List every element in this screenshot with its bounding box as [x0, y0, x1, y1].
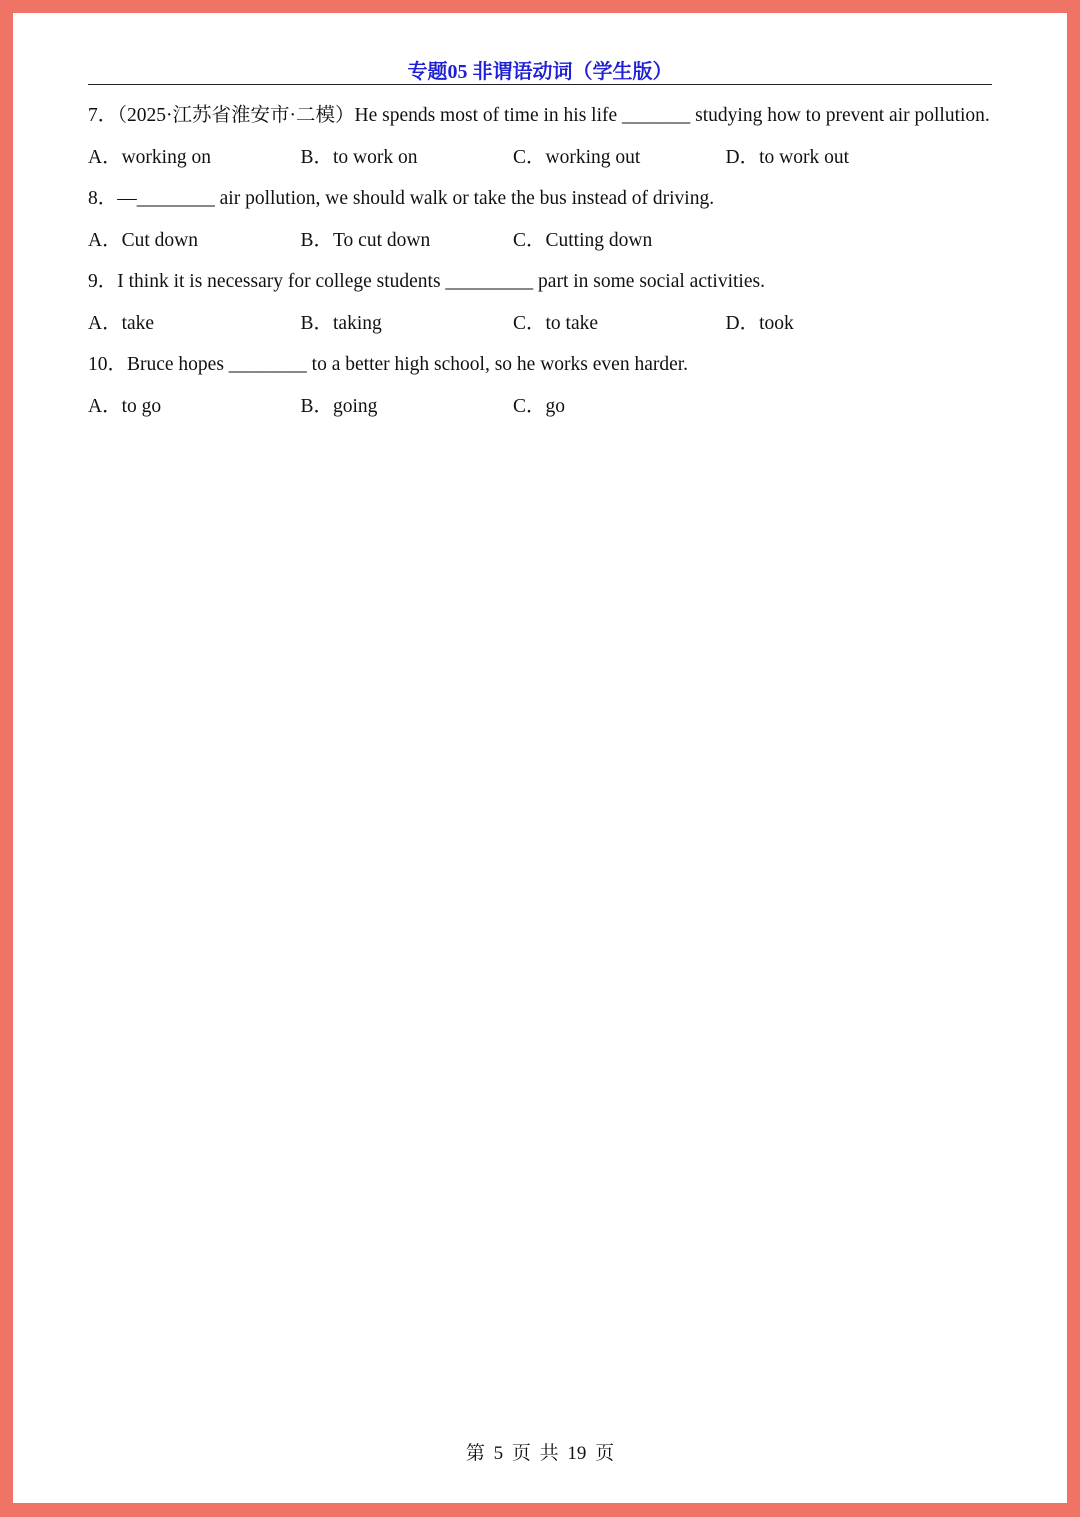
option-c: C．to take	[513, 312, 599, 334]
option-a: A．working on	[88, 146, 211, 168]
page-number: 第 5 页 共 19 页	[465, 1443, 615, 1464]
option-c: C．Cutting down	[513, 229, 653, 251]
question-stem: 10．Bruce hopes ________ to a better high school, so he works even harder.	[88, 354, 689, 375]
option-a: A．to go	[88, 395, 162, 417]
option-b: B．to work on	[300, 146, 418, 168]
option-b: B．going	[300, 395, 378, 417]
option-row	[88, 386, 993, 428]
header-divider	[88, 84, 992, 85]
question-9	[88, 261, 993, 344]
question-stem: 8．—________ air pollution, we should walk or take the bus instead of driving.	[88, 188, 715, 209]
option-row	[88, 303, 993, 345]
page-title: 专题05 非谓语动词（学生版）	[407, 61, 673, 83]
option-c: C．go	[513, 395, 566, 417]
option-a: A．Cut down	[88, 229, 198, 251]
option-d: D．to work out	[725, 146, 849, 168]
question-10	[88, 344, 993, 427]
option-b: B．To cut down	[300, 229, 431, 251]
question-7	[88, 95, 993, 178]
document-page	[13, 13, 1067, 1503]
option-b: B．taking	[300, 312, 382, 334]
question-list	[88, 95, 993, 427]
question-8	[88, 178, 993, 261]
question-stem: 7．（2025·江苏省淮安市·二模）He spends most of time in his life _______ studying how to prevent air pollution.	[88, 105, 990, 126]
question-stem: 9．I think it is necessary for college students _________ part in some social activities.	[88, 271, 765, 292]
option-row	[88, 220, 993, 262]
option-d: D．took	[725, 312, 794, 334]
option-c: C．working out	[513, 146, 641, 168]
option-row	[88, 137, 993, 179]
option-a: A．take	[88, 312, 155, 334]
